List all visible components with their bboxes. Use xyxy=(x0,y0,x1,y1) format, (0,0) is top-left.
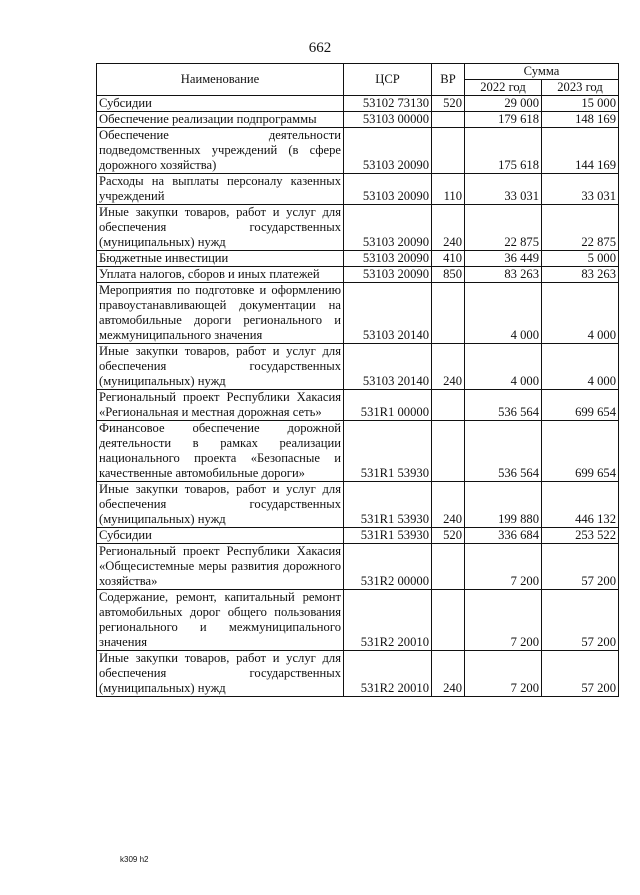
row-sum-2022: 29 000 xyxy=(465,96,542,112)
row-vr xyxy=(432,390,465,421)
row-csr: 53102 73130 xyxy=(344,96,432,112)
row-sum-2023: 144 169 xyxy=(542,128,619,174)
table-row xyxy=(97,174,619,205)
row-name: Иные закупки товаров, работ и услуг для обеспечения государственных (муниципальных) нужд xyxy=(97,344,344,390)
row-csr: 53103 20090 xyxy=(344,251,432,267)
row-csr: 531R2 00000 xyxy=(344,544,432,590)
row-sum-2022: 336 684 xyxy=(465,528,542,544)
row-sum-2023: 699 654 xyxy=(542,421,619,482)
table-row xyxy=(97,590,619,651)
row-sum-2023: 57 200 xyxy=(542,544,619,590)
row-csr: 53103 20140 xyxy=(344,283,432,344)
row-sum-2022: 7 200 xyxy=(465,651,542,697)
row-sum-2022: 199 880 xyxy=(465,482,542,528)
row-vr: 520 xyxy=(432,96,465,112)
table-row xyxy=(97,251,619,267)
table-row xyxy=(97,112,619,128)
row-name: Региональный проект Республики Хакасия «Региональная и местная дорожная сеть» xyxy=(97,390,344,421)
table-row xyxy=(97,344,619,390)
row-sum-2023: 22 875 xyxy=(542,205,619,251)
table-row xyxy=(97,205,619,251)
table-row xyxy=(97,267,619,283)
row-vr xyxy=(432,112,465,128)
budget-table xyxy=(96,63,619,697)
row-name: Финансовое обеспечение дорожной деятельности в рамках реализации национального проекта «Безопасные и качественные автомобильные дороги» xyxy=(97,421,344,482)
row-vr xyxy=(432,421,465,482)
row-csr: 53103 20090 xyxy=(344,174,432,205)
row-sum-2023: 4 000 xyxy=(542,344,619,390)
row-sum-2022: 4 000 xyxy=(465,344,542,390)
row-sum-2023: 148 169 xyxy=(542,112,619,128)
row-sum-2022: 536 564 xyxy=(465,390,542,421)
row-sum-2022: 7 200 xyxy=(465,544,542,590)
table-row xyxy=(97,283,619,344)
page-number: 662 xyxy=(308,40,332,56)
row-csr: 531R1 53930 xyxy=(344,528,432,544)
header-year-2023: 2023 год xyxy=(542,80,619,96)
row-name: Субсидии xyxy=(97,96,344,112)
table-row xyxy=(97,544,619,590)
row-sum-2023: 5 000 xyxy=(542,251,619,267)
row-sum-2023: 15 000 xyxy=(542,96,619,112)
footer-code: k309 h2 xyxy=(120,855,149,864)
row-sum-2022: 536 564 xyxy=(465,421,542,482)
row-name: Иные закупки товаров, работ и услуг для обеспечения государственных (муниципальных) нужд xyxy=(97,482,344,528)
header-vr: ВР xyxy=(432,64,465,96)
table-row xyxy=(97,651,619,697)
row-vr xyxy=(432,590,465,651)
row-sum-2022: 175 618 xyxy=(465,128,542,174)
row-csr: 531R2 20010 xyxy=(344,590,432,651)
row-sum-2022: 4 000 xyxy=(465,283,542,344)
row-sum-2023: 253 522 xyxy=(542,528,619,544)
row-sum-2023: 699 654 xyxy=(542,390,619,421)
header-name: Наименование xyxy=(97,64,344,96)
row-vr xyxy=(432,544,465,590)
table-row xyxy=(97,482,619,528)
row-sum-2023: 57 200 xyxy=(542,590,619,651)
row-sum-2023: 446 132 xyxy=(542,482,619,528)
row-sum-2022: 179 618 xyxy=(465,112,542,128)
row-sum-2023: 33 031 xyxy=(542,174,619,205)
row-name: Обеспечение деятельности подведомственных учреждений (в сфере дорожного хозяйства) xyxy=(97,128,344,174)
row-csr: 53103 20140 xyxy=(344,344,432,390)
row-csr: 531R1 53930 xyxy=(344,482,432,528)
row-csr: 53103 20090 xyxy=(344,267,432,283)
row-name: Иные закупки товаров, работ и услуг для обеспечения государственных (муниципальных) нужд xyxy=(97,205,344,251)
row-name: Мероприятия по подготовке и оформлению правоустанавливающей документации на автомобильные дороги регионального и межмуниципального значения xyxy=(97,283,344,344)
row-vr: 410 xyxy=(432,251,465,267)
row-vr: 240 xyxy=(432,205,465,251)
row-sum-2022: 33 031 xyxy=(465,174,542,205)
table-row xyxy=(97,528,619,544)
header-sum: Сумма xyxy=(465,64,619,80)
row-csr: 53103 00000 xyxy=(344,112,432,128)
row-sum-2022: 83 263 xyxy=(465,267,542,283)
table-row xyxy=(97,421,619,482)
row-vr xyxy=(432,283,465,344)
row-name: Иные закупки товаров, работ и услуг для обеспечения государственных (муниципальных) нужд xyxy=(97,651,344,697)
row-name: Расходы на выплаты персоналу казенных учреждений xyxy=(97,174,344,205)
row-sum-2023: 57 200 xyxy=(542,651,619,697)
row-vr: 240 xyxy=(432,344,465,390)
header-year-2022: 2022 год xyxy=(465,80,542,96)
table-row xyxy=(97,390,619,421)
row-vr: 850 xyxy=(432,267,465,283)
row-name: Субсидии xyxy=(97,528,344,544)
row-vr xyxy=(432,128,465,174)
row-csr: 53103 20090 xyxy=(344,205,432,251)
table-row xyxy=(97,128,619,174)
row-vr: 110 xyxy=(432,174,465,205)
row-sum-2022: 22 875 xyxy=(465,205,542,251)
row-csr: 531R1 00000 xyxy=(344,390,432,421)
row-name: Региональный проект Республики Хакасия «Общесистемные меры развития дорожного хозяйства» xyxy=(97,544,344,590)
row-sum-2022: 36 449 xyxy=(465,251,542,267)
row-sum-2023: 83 263 xyxy=(542,267,619,283)
row-csr: 531R1 53930 xyxy=(344,421,432,482)
row-vr: 240 xyxy=(432,482,465,528)
row-vr: 520 xyxy=(432,528,465,544)
row-csr: 53103 20090 xyxy=(344,128,432,174)
row-name: Бюджетные инвестиции xyxy=(97,251,344,267)
row-csr: 531R2 20010 xyxy=(344,651,432,697)
row-vr: 240 xyxy=(432,651,465,697)
table-row xyxy=(97,96,619,112)
row-sum-2022: 7 200 xyxy=(465,590,542,651)
row-name: Содержание, ремонт, капитальный ремонт автомобильных дорог общего пользования регионального и межмуниципального значения xyxy=(97,590,344,651)
table-body xyxy=(97,96,619,697)
row-sum-2023: 4 000 xyxy=(542,283,619,344)
row-name: Обеспечение реализации подпрограммы xyxy=(97,112,344,128)
row-name: Уплата налогов, сборов и иных платежей xyxy=(97,267,344,283)
header-csr: ЦСР xyxy=(344,64,432,96)
